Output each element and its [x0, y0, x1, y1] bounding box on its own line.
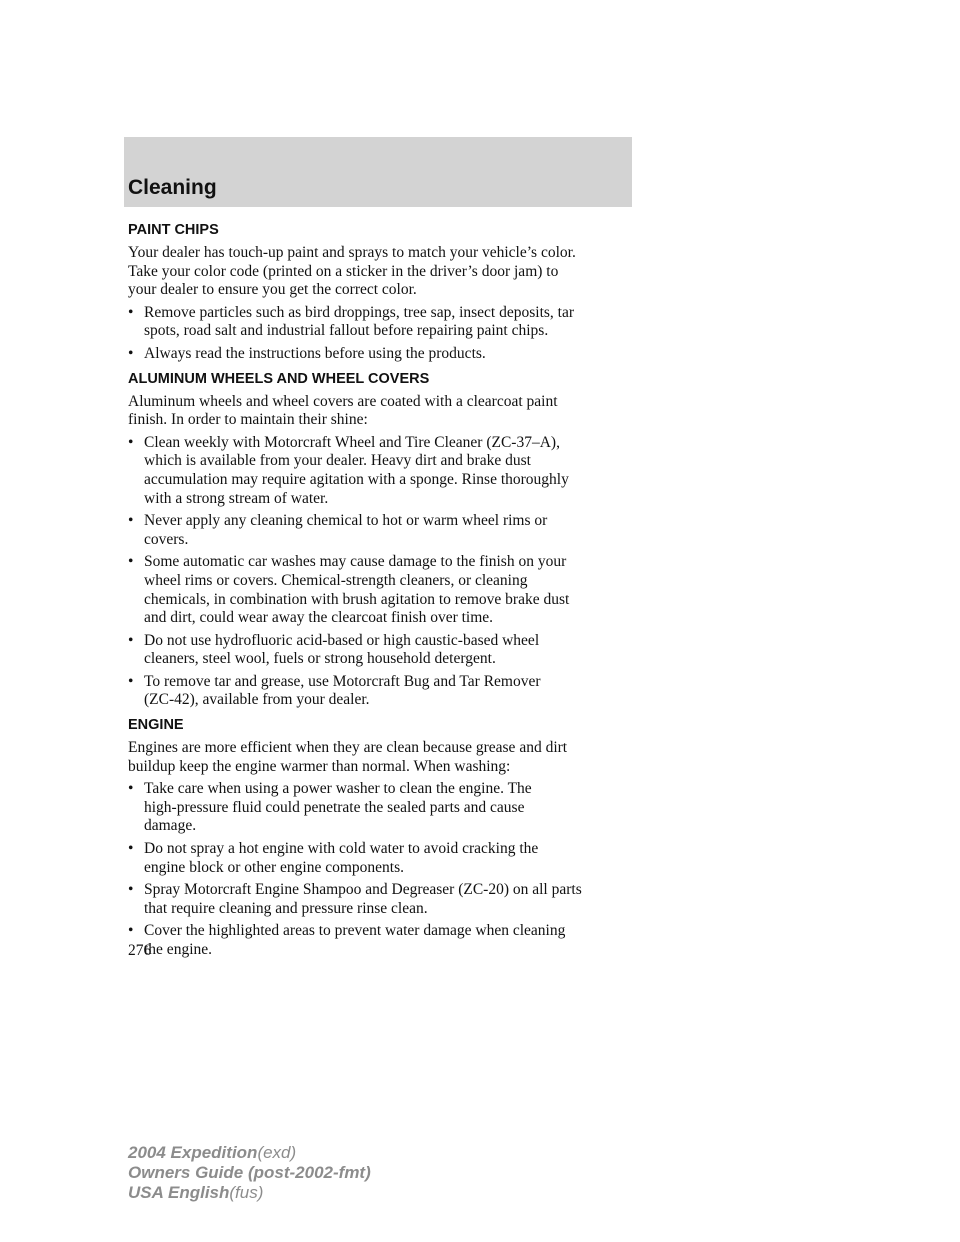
bullet-list	[128, 304, 636, 364]
section-title: Cleaning	[128, 176, 217, 199]
bullet-item	[128, 632, 636, 669]
bullet-list	[128, 434, 636, 710]
bullet-list	[128, 780, 636, 959]
section-header-band	[124, 137, 632, 207]
bullet-text: Do not use hydrofluoric acid-based or high caustic-based wheel cleaners, steel wool, fuels or strong household detergent.	[144, 631, 540, 668]
paragraph: Your dealer has touch-up paint and sprays to match your vehicle’s color. Take your color code (printed on a sticker in the driver’s door jam) to your dealer to ensure you get the correct color.	[128, 244, 576, 299]
bullet-item	[128, 673, 636, 710]
bullet-item	[128, 304, 636, 341]
bullet-item	[128, 881, 636, 918]
document-footer	[128, 1143, 371, 1203]
bullet-marker: •	[128, 344, 134, 362]
footer-language: USA English	[128, 1183, 230, 1202]
bullet-marker: •	[128, 303, 134, 321]
bullet-text: Cover the highlighted areas to prevent water damage when cleaning the engine.	[144, 922, 566, 958]
footer-line	[128, 1183, 371, 1203]
bullet-text: Do not spray a hot engine with cold water to avoid cracking the engine block or other engine components.	[144, 840, 539, 876]
bullet-marker: •	[128, 672, 134, 690]
bullet-text: Remove particles such as bird droppings, tree sap, insect deposits, tar spots, road salt and industrial fallout before repairing paint chips.	[144, 303, 575, 340]
bullet-item	[128, 840, 636, 877]
bullet-marker: •	[128, 433, 134, 451]
section-engine	[128, 716, 636, 960]
bullet-text: Take care when using a power washer to clean the engine. The high-pressure fluid could penetrate the sealed parts and cause damage.	[144, 780, 532, 835]
bullet-text: Some automatic car washes may cause damage to the finish on your wheel rims or covers. Chemical-strength cleaners, or cleaning chemicals, in combination with brush agitation to remove brake dust and dirt, could wear away the clearcoat finish over time.	[144, 553, 570, 627]
footer-line	[128, 1143, 371, 1163]
bullet-item	[128, 345, 636, 364]
footer-guide: Owners Guide (post-2002-fmt)	[128, 1163, 371, 1182]
bullet-marker: •	[128, 840, 134, 858]
section-heading: PAINT CHIPS	[128, 222, 219, 238]
bullet-text: Always read the instructions before using the products.	[144, 344, 486, 362]
section-heading: ALUMINUM WHEELS AND WHEEL COVERS	[128, 370, 430, 387]
bullet-marker: •	[128, 553, 134, 571]
footer-model-code: (exd)	[257, 1143, 297, 1162]
bullet-marker: •	[128, 922, 134, 940]
bullet-marker: •	[128, 780, 134, 798]
bullet-item	[128, 512, 636, 549]
paragraph: Engines are more efficient when they are clean because grease and dirt buildup keep the engine warmer than normal. When washing:	[128, 739, 568, 775]
page-number: 276	[128, 942, 152, 959]
section-heading: ENGINE	[128, 717, 184, 734]
footer-model: 2004 Expedition	[128, 1143, 258, 1162]
bullet-item	[128, 434, 636, 508]
paragraph: Aluminum wheels and wheel covers are coated with a clearcoat paint finish. In order to maintain their shine:	[128, 392, 558, 429]
bullet-text: To remove tar and grease, use Motorcraft Bug and Tar Remover (ZC-42), available from your dealer.	[144, 672, 541, 709]
bullet-text: Clean weekly with Motorcraft Wheel and Tire Cleaner (ZC-37–A), which is available from your dealer. Heavy dirt and brake dust accumulation may require agitation with a sponge. Rinse thoroughly with a strong stream of water.	[144, 433, 569, 507]
footer-line	[128, 1163, 371, 1183]
bullet-text: Spray Motorcraft Engine Shampoo and Degreaser (ZC-20) on all parts that require cleaning and pressure rinse clean.	[144, 881, 582, 917]
section-paint-chips	[128, 221, 636, 364]
page-content	[128, 221, 636, 966]
bullet-marker: •	[128, 512, 134, 530]
bullet-item	[128, 780, 636, 836]
bullet-item	[128, 922, 636, 959]
section-aluminum-wheels	[128, 370, 636, 711]
bullet-text: Never apply any cleaning chemical to hot or warm wheel rims or covers.	[144, 512, 548, 548]
bullet-marker: •	[128, 881, 134, 899]
bullet-marker: •	[128, 631, 134, 649]
footer-language-code: (fus)	[229, 1183, 264, 1202]
bullet-item	[128, 553, 636, 627]
